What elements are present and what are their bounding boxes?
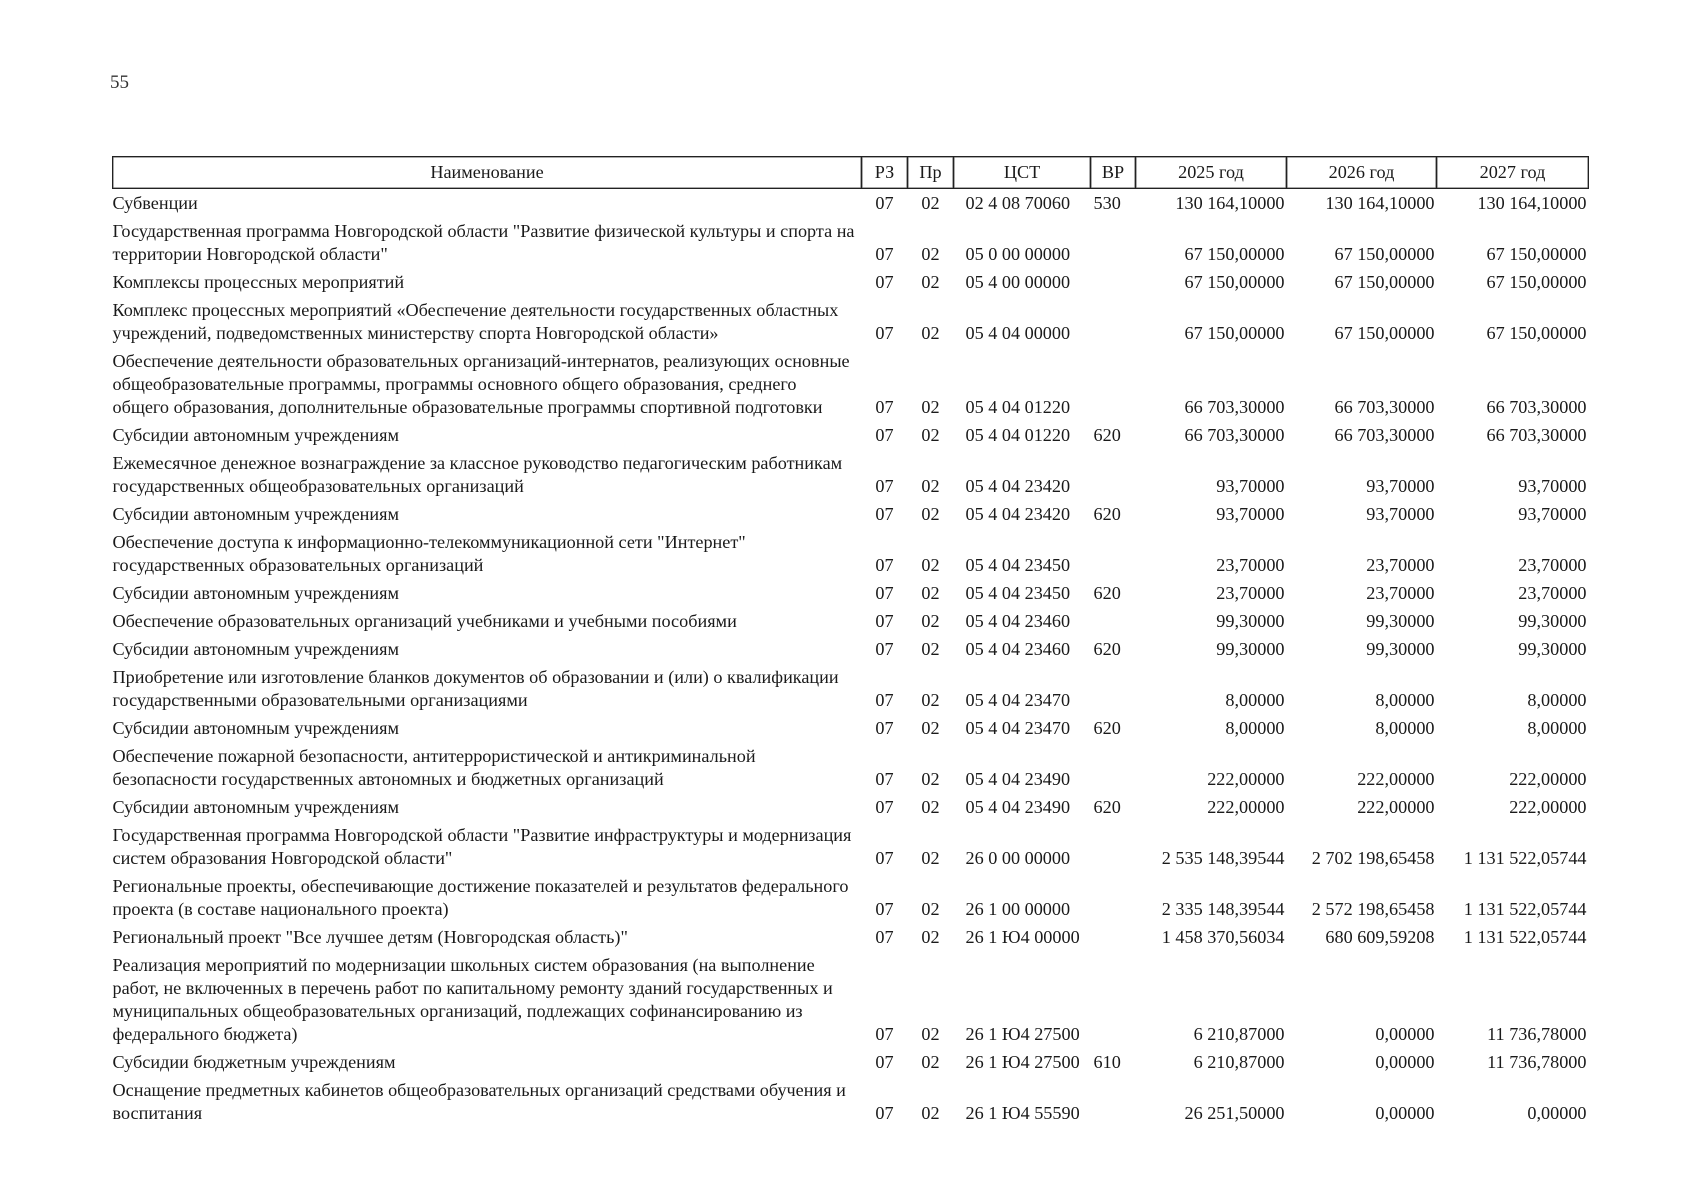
row-cst: 05 4 04 23490 [965, 797, 1071, 817]
row-vr [1091, 217, 1136, 268]
table-body [113, 189, 1589, 1128]
page-number: 55 [110, 72, 129, 93]
row-vr [1091, 347, 1136, 421]
row-value-2027: 11 736,78000 [1487, 1024, 1587, 1044]
row-cst: 05 4 04 01220 [965, 425, 1071, 445]
header-name: Наименование [113, 157, 862, 189]
row-vr: 620 [1093, 718, 1121, 738]
row-name: Государственная программа Новгородской области "Развитие инфраструктуры и модернизация систем образования Новгородской области" [112, 825, 852, 868]
row-rz: 07 [875, 425, 894, 445]
row-name: Субсидии бюджетным учреждениям [112, 1052, 396, 1072]
row-vr: 620 [1093, 425, 1121, 445]
row-name: Обеспечение доступа к информационно-телекоммуникационной сети "Интернет" государственных образовательных организаций [112, 532, 746, 575]
row-rz: 07 [875, 718, 894, 738]
row-cst: 05 4 04 23450 [965, 583, 1071, 603]
row-name: Региональные проекты, обеспечивающие достижение показателей и результатов федерального проекта (в составе национального проекта) [112, 876, 849, 919]
row-rz: 07 [875, 1052, 894, 1072]
row-value-2027: 8,00000 [1527, 690, 1587, 710]
row-value-2025: 66 703,30000 [1184, 425, 1285, 445]
row-cst: 26 1 Ю4 27500 [965, 1052, 1080, 1072]
row-name: Комплексы процессных мероприятий [112, 272, 405, 292]
row-value-2026: 0,00000 [1375, 1103, 1435, 1123]
row-value-2025: 6 210,87000 [1193, 1024, 1285, 1044]
row-pr: 02 [921, 425, 940, 445]
row-rz: 07 [875, 193, 894, 213]
header-rz: РЗ [862, 157, 908, 189]
row-value-2027: 23,70000 [1518, 583, 1587, 603]
row-rz: 07 [875, 272, 894, 292]
table-row [113, 663, 1589, 714]
row-value-2025: 67 150,00000 [1184, 323, 1285, 343]
row-value-2025: 26 251,50000 [1184, 1103, 1285, 1123]
row-value-2027: 99,30000 [1518, 639, 1587, 659]
row-pr: 02 [921, 848, 940, 868]
row-cst: 05 4 04 23460 [965, 639, 1071, 659]
row-value-2026: 93,70000 [1366, 504, 1435, 524]
table-row [113, 635, 1589, 663]
row-name: Субсидии автономным учреждениям [112, 583, 400, 603]
row-rz: 07 [875, 797, 894, 817]
row-name: Субсидии автономным учреждениям [112, 797, 400, 817]
row-cst: 05 4 04 23420 [965, 504, 1071, 524]
table-row [113, 268, 1589, 296]
row-cst: 26 1 Ю4 00000 [965, 927, 1080, 947]
row-cst: 26 0 00 00000 [965, 848, 1071, 868]
table-row [113, 296, 1589, 347]
table-row [113, 189, 1589, 218]
row-cst: 02 4 08 70060 [965, 193, 1071, 213]
row-value-2025: 222,00000 [1207, 797, 1285, 817]
row-value-2025: 2 535 148,39544 [1161, 848, 1285, 868]
table-row [113, 923, 1589, 951]
row-cst: 05 4 04 23420 [965, 476, 1071, 496]
row-value-2025: 130 164,10000 [1175, 193, 1285, 213]
table-row [113, 951, 1589, 1048]
row-value-2026: 130 164,10000 [1325, 193, 1435, 213]
row-rz: 07 [875, 476, 894, 496]
row-value-2027: 66 703,30000 [1486, 425, 1587, 445]
row-name: Ежемесячное денежное вознаграждение за классное руководство педагогическим работникам государственных общеобразовательных организаций [112, 453, 843, 496]
row-name: Комплекс процессных мероприятий «Обеспечение деятельности государственных областных учреждений, подведомственных министерству спорта Новгородской области» [112, 300, 839, 343]
row-pr: 02 [921, 504, 940, 524]
row-vr: 530 [1093, 193, 1121, 213]
row-vr [1091, 872, 1136, 923]
row-value-2026: 67 150,00000 [1334, 244, 1435, 264]
table-row [113, 821, 1589, 872]
row-name: Реализация мероприятий по модернизации школьных систем образования (на выполнение работ, не включенных в перечень работ по капитальному ремонту зданий государственных и муниципальных общеобразовательных организаций, подлежащих софинансированию из федерального бюджета) [112, 955, 833, 1044]
row-pr: 02 [921, 611, 940, 631]
row-value-2027: 23,70000 [1518, 555, 1587, 575]
row-value-2026: 23,70000 [1366, 583, 1435, 603]
row-name: Субсидии автономным учреждениям [112, 718, 400, 738]
row-value-2027: 1 131 522,05744 [1463, 848, 1587, 868]
row-value-2026: 8,00000 [1375, 718, 1435, 738]
row-name: Субсидии автономным учреждениям [112, 639, 400, 659]
row-vr [1091, 528, 1136, 579]
row-value-2025: 99,30000 [1216, 639, 1285, 659]
row-rz: 07 [875, 639, 894, 659]
row-rz: 07 [875, 1024, 894, 1044]
row-vr: 620 [1093, 583, 1121, 603]
row-cst: 05 4 04 23470 [965, 718, 1071, 738]
row-vr [1091, 449, 1136, 500]
row-name: Обеспечение пожарной безопасности, антитеррористической и антикриминальной безопасности государственных автономных и бюджетных организаций [112, 746, 756, 789]
row-value-2026: 222,00000 [1357, 797, 1435, 817]
row-value-2027: 67 150,00000 [1486, 323, 1587, 343]
row-name: Оснащение предметных кабинетов общеобразовательных организаций средствами обучения и воспитания [112, 1080, 846, 1123]
row-pr: 02 [921, 690, 940, 710]
row-value-2025: 67 150,00000 [1184, 244, 1285, 264]
row-vr: 620 [1093, 797, 1121, 817]
row-pr: 02 [921, 639, 940, 659]
row-rz: 07 [875, 244, 894, 264]
row-rz: 07 [875, 769, 894, 789]
row-rz: 07 [875, 848, 894, 868]
row-pr: 02 [921, 476, 940, 496]
row-value-2025: 222,00000 [1207, 769, 1285, 789]
table-row [113, 579, 1589, 607]
row-value-2025: 2 335 148,39544 [1161, 899, 1285, 919]
row-rz: 07 [875, 504, 894, 524]
row-value-2025: 6 210,87000 [1193, 1052, 1285, 1072]
row-value-2025: 93,70000 [1216, 504, 1285, 524]
row-name: Обеспечение деятельности образовательных организаций-интернатов, реализующих основные общеобразовательные программы, программы основного общего образования, среднего общего образования, дополнительные образовательные программы спортивной подготовки [112, 351, 850, 417]
row-value-2027: 67 150,00000 [1486, 244, 1587, 264]
row-vr [1091, 951, 1136, 1048]
row-value-2025: 23,70000 [1216, 555, 1285, 575]
row-cst: 05 4 04 23490 [965, 769, 1071, 789]
row-rz: 07 [875, 583, 894, 603]
row-value-2026: 99,30000 [1366, 639, 1435, 659]
row-rz: 07 [875, 323, 894, 343]
row-value-2026: 2 702 198,65458 [1311, 848, 1435, 868]
row-value-2026: 66 703,30000 [1334, 397, 1435, 417]
row-rz: 07 [875, 899, 894, 919]
row-vr [1091, 268, 1136, 296]
row-value-2026: 222,00000 [1357, 769, 1435, 789]
row-pr: 02 [921, 244, 940, 264]
row-name: Приобретение или изготовление бланков документов об образовании и (или) о квалификации государственными образовательными организациями [112, 667, 839, 710]
table-row [113, 742, 1589, 793]
row-name: Субвенции [112, 193, 198, 213]
row-value-2025: 8,00000 [1225, 690, 1285, 710]
row-value-2025: 99,30000 [1216, 611, 1285, 631]
header-2026: 2026 год [1287, 157, 1437, 189]
row-pr: 02 [921, 272, 940, 292]
row-pr: 02 [921, 927, 940, 947]
row-pr: 02 [921, 583, 940, 603]
table-row [113, 528, 1589, 579]
row-value-2026: 8,00000 [1375, 690, 1435, 710]
row-value-2027: 67 150,00000 [1486, 272, 1587, 292]
row-value-2026: 0,00000 [1375, 1052, 1435, 1072]
row-value-2027: 11 736,78000 [1487, 1052, 1587, 1072]
row-cst: 05 4 04 23460 [965, 611, 1071, 631]
row-cst: 26 1 00 00000 [965, 899, 1071, 919]
row-rz: 07 [875, 690, 894, 710]
row-vr: 610 [1093, 1052, 1121, 1072]
row-vr [1091, 821, 1136, 872]
row-vr [1091, 1076, 1136, 1127]
row-pr: 02 [921, 797, 940, 817]
row-rz: 07 [875, 927, 894, 947]
row-cst: 05 4 04 00000 [965, 323, 1071, 343]
row-value-2026: 2 572 198,65458 [1311, 899, 1435, 919]
row-value-2027: 66 703,30000 [1486, 397, 1587, 417]
row-value-2025: 67 150,00000 [1184, 272, 1285, 292]
row-vr [1091, 296, 1136, 347]
row-name: Субсидии автономным учреждениям [112, 504, 400, 524]
table-row [113, 872, 1589, 923]
row-cst: 26 1 Ю4 27500 [965, 1024, 1080, 1044]
row-value-2027: 93,70000 [1518, 476, 1587, 496]
table-row [113, 347, 1589, 421]
row-name: Региональный проект "Все лучшее детям (Новгородская область)" [112, 927, 628, 947]
row-value-2026: 23,70000 [1366, 555, 1435, 575]
row-pr: 02 [921, 1052, 940, 1072]
row-name: Субсидии автономным учреждениям [112, 425, 400, 445]
row-rz: 07 [875, 555, 894, 575]
row-value-2026: 66 703,30000 [1334, 425, 1435, 445]
row-value-2027: 222,00000 [1509, 797, 1587, 817]
row-rz: 07 [875, 1103, 894, 1123]
row-name: Обеспечение образовательных организаций учебниками и учебными пособиями [112, 611, 737, 631]
row-value-2026: 99,30000 [1366, 611, 1435, 631]
row-pr: 02 [921, 323, 940, 343]
row-value-2027: 0,00000 [1527, 1103, 1587, 1123]
header-pr: Пр [908, 157, 954, 189]
table-row [113, 793, 1589, 821]
table-row [113, 714, 1589, 742]
row-value-2026: 0,00000 [1375, 1024, 1435, 1044]
row-value-2025: 1 458 370,56034 [1161, 927, 1285, 947]
header-vr: ВР [1091, 157, 1136, 189]
budget-table [112, 156, 1589, 1127]
row-value-2026: 93,70000 [1366, 476, 1435, 496]
row-value-2027: 130 164,10000 [1477, 193, 1587, 213]
row-vr [1091, 923, 1136, 951]
table-row [113, 217, 1589, 268]
row-rz: 07 [875, 611, 894, 631]
table-row [113, 500, 1589, 528]
header-cst: ЦСТ [954, 157, 1091, 189]
row-value-2026: 680 609,59208 [1325, 927, 1435, 947]
table-header-row [113, 157, 1589, 189]
row-rz: 07 [875, 397, 894, 417]
row-pr: 02 [921, 899, 940, 919]
budget-table-container [112, 156, 1588, 1127]
row-pr: 02 [921, 769, 940, 789]
row-cst: 05 4 04 01220 [965, 397, 1071, 417]
row-vr [1091, 742, 1136, 793]
table-row [113, 1076, 1589, 1127]
row-pr: 02 [921, 1103, 940, 1123]
table-row [113, 449, 1589, 500]
row-value-2027: 93,70000 [1518, 504, 1587, 524]
row-cst: 05 4 04 23470 [965, 690, 1071, 710]
row-cst: 05 0 00 00000 [965, 244, 1071, 264]
row-value-2026: 67 150,00000 [1334, 272, 1435, 292]
row-value-2025: 66 703,30000 [1184, 397, 1285, 417]
row-pr: 02 [921, 555, 940, 575]
row-value-2027: 1 131 522,05744 [1463, 927, 1587, 947]
header-2027: 2027 год [1437, 157, 1589, 189]
row-value-2027: 222,00000 [1509, 769, 1587, 789]
row-cst: 05 4 00 00000 [965, 272, 1071, 292]
row-value-2025: 8,00000 [1225, 718, 1285, 738]
row-pr: 02 [921, 397, 940, 417]
row-pr: 02 [921, 193, 940, 213]
row-vr: 620 [1093, 639, 1121, 659]
row-vr [1091, 607, 1136, 635]
row-name: Государственная программа Новгородской области "Развитие физической культуры и спорта на территории Новгородской области" [112, 221, 855, 264]
row-cst: 26 1 Ю4 55590 [965, 1103, 1080, 1123]
table-row [113, 607, 1589, 635]
row-value-2027: 8,00000 [1527, 718, 1587, 738]
table-row [113, 1048, 1589, 1076]
table-row [113, 421, 1589, 449]
row-pr: 02 [921, 1024, 940, 1044]
row-pr: 02 [921, 718, 940, 738]
row-value-2025: 93,70000 [1216, 476, 1285, 496]
row-vr [1091, 663, 1136, 714]
row-value-2027: 1 131 522,05744 [1463, 899, 1587, 919]
row-value-2027: 99,30000 [1518, 611, 1587, 631]
row-cst: 05 4 04 23450 [965, 555, 1071, 575]
row-vr: 620 [1093, 504, 1121, 524]
row-value-2026: 67 150,00000 [1334, 323, 1435, 343]
row-value-2025: 23,70000 [1216, 583, 1285, 603]
header-2025: 2025 год [1136, 157, 1287, 189]
